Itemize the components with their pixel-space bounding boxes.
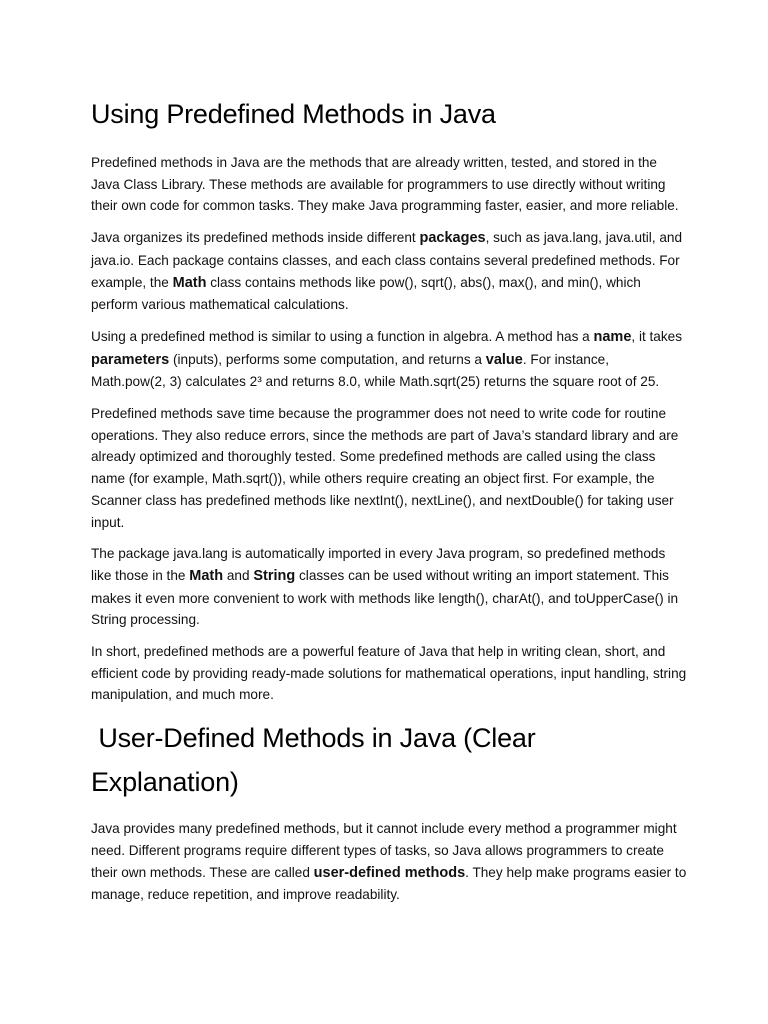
- paragraph-intro: Predefined methods in Java are the methods that are already written, tested, and stored in the Java Class Library. These methods are available for programmers to use directly without writing their own code for common tasks. They make Java programming faster, easier, and more reliable.: [91, 155, 679, 214]
- paragraph-packages: [91, 227, 687, 316]
- text-run: and: [223, 567, 254, 583]
- text-run: . For instance, Math.pow(2, 3) calculates 2³ and returns 8.0, while Math.sqrt(25) returns the square root of 25.: [91, 351, 660, 390]
- text-run: Java organizes its predefined methods inside different: [91, 230, 420, 246]
- bold-term-value: value: [485, 351, 523, 368]
- second-heading: User-Defined Methods in Java (Clear Explanation): [91, 723, 543, 798]
- paragraph-java-lang: [91, 543, 687, 631]
- text-run: classes can be used without writing an import statement. This makes it even more convenient to work with methods like length(), charAt(), and toUpperCase() in String processing.: [91, 567, 679, 628]
- bold-term-name: name: [593, 328, 632, 345]
- main-heading: Using Predefined Methods in Java: [91, 99, 496, 129]
- bold-term-string: String: [253, 567, 296, 584]
- bold-term-user-defined-methods: user-defined methods: [313, 864, 466, 881]
- paragraph-method-parts: [91, 326, 687, 393]
- bold-term-parameters: parameters: [91, 351, 170, 368]
- paragraph-benefits: Predefined methods save time because the programmer does not need to write code for routine operations. They also reduce errors, since the methods are part of Java’s standard library and are already optimized and thoroughly tested. Some predefined methods are called using the class name (for example, Math.sqrt()), while others require creating an object first. For example, the Scanner class has predefined methods like nextInt(), nextLine(), and nextDouble() for taking user input.: [91, 406, 679, 530]
- paragraph-user-defined: [91, 818, 687, 906]
- bold-term-math: Math: [172, 274, 207, 291]
- document-page: [91, 92, 687, 916]
- text-run: (inputs), performs some computation, and returns a: [169, 351, 486, 367]
- text-run: , it takes: [631, 328, 683, 344]
- text-run: class contains methods like pow(), sqrt(), abs(), max(), and min(), which perform various mathematical calculations.: [91, 274, 641, 313]
- text-run: . They help make programs easier to manage, reduce repetition, and improve readability.: [91, 864, 687, 903]
- text-run: , such as java.lang, java.util, and java.io. Each package contains classes, and each class contains several predefined methods. For example, the: [91, 230, 683, 290]
- bold-term-math: Math: [189, 567, 224, 584]
- text-run: Using a predefined method is similar to using a function in algebra. A method has a: [91, 328, 594, 344]
- text-run: Java provides many predefined methods, but it cannot include every method a programmer might need. Different programs require different types of tasks, so Java allows programmers to create their own methods. These are called: [91, 821, 677, 880]
- paragraph-summary: In short, predefined methods are a powerful feature of Java that help in writing clean, short, and efficient code by providing ready-made solutions for mathematical operations, input handling, string manipulation, and much more.: [91, 644, 687, 703]
- text-run: The package java.lang is automatically imported in every Java program, so predefined methods like those in the: [91, 546, 666, 583]
- bold-term-packages: packages: [419, 230, 486, 247]
